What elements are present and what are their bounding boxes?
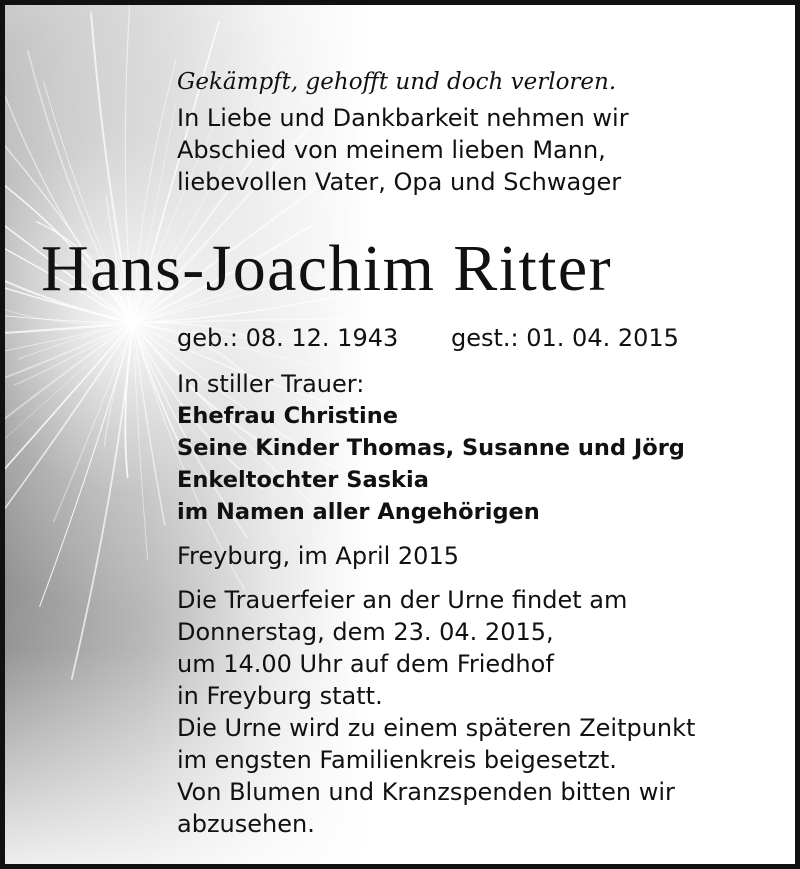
mourner-line: Ehefrau Christine <box>177 403 399 429</box>
birth-date: geb.: 08. 12. 1943 <box>177 324 399 352</box>
notice-text <box>5 5 795 864</box>
ceremony-line: um 14.00 Uhr auf dem Friedhof <box>177 650 554 678</box>
mourner-line: Seine Kinder Thomas, Susanne und Jörg <box>177 435 685 461</box>
ceremony-line: Die Trauerfeier an der Urne findet am <box>177 586 628 614</box>
intro-line: Abschied von meinem lieben Mann, <box>177 136 606 164</box>
notice-quote: Gekämpft, gehofft und doch verloren. <box>177 69 617 95</box>
place-date: Freyburg, im April 2015 <box>177 542 459 570</box>
death-date: gest.: 01. 04. 2015 <box>451 324 679 352</box>
intro-line: In Liebe und Dankbarkeit nehmen wir <box>177 104 629 132</box>
deceased-name: Hans-Joachim Ritter <box>41 232 612 305</box>
mourner-line: im Namen aller Angehörigen <box>177 499 540 525</box>
ceremony-line: abzusehen. <box>177 810 315 838</box>
mourner-line: Enkeltochter Saskia <box>177 467 429 493</box>
ceremony-line: in Freyburg statt. <box>177 682 383 710</box>
ceremony-line: Die Urne wird zu einem späteren Zeitpunkt <box>177 714 696 742</box>
ceremony-line: im engsten Familienkreis beigesetzt. <box>177 746 617 774</box>
ceremony-line: Donnerstag, dem 23. 04. 2015, <box>177 618 554 646</box>
ceremony-line: Von Blumen und Kranzspenden bitten wir <box>177 778 675 806</box>
mourning-intro: In stiller Trauer: <box>177 370 365 398</box>
intro-line: liebevollen Vater, Opa und Schwager <box>177 168 622 196</box>
